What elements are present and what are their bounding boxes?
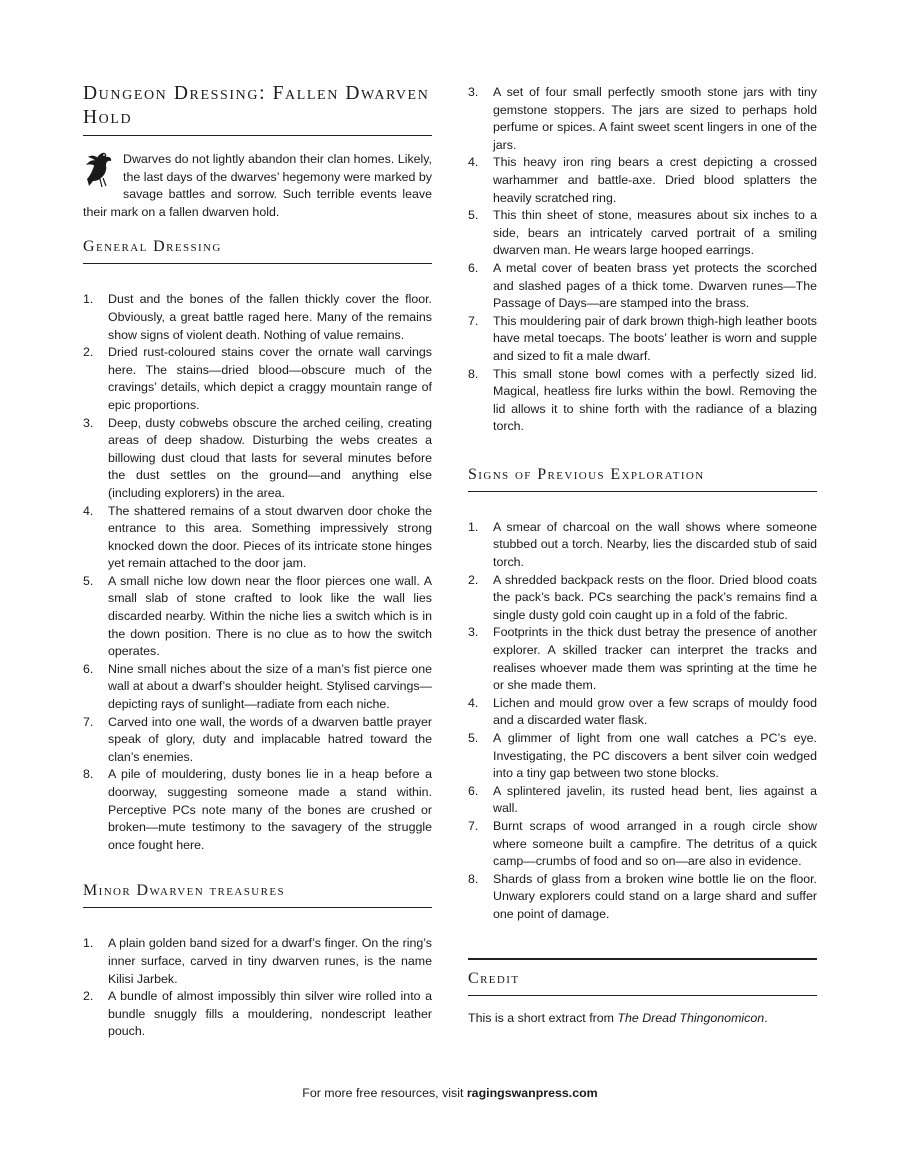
footer bbox=[0, 1086, 900, 1100]
list-item-text: A splintered javelin, its rusted head bent, lies against a wall. bbox=[493, 783, 817, 816]
list-item-text: A smear of charcoal on the wall shows where someone stubbed out a torch. Nearby, lies the discarded stub of said torch. bbox=[493, 519, 817, 570]
list-item-text: A small niche low down near the floor pierces one wall. A small slab of stone crafted to look like the wall lies discarded nearby. Within the niche lies a switch which is in the down position. There is no clue as to how the switch operates. bbox=[108, 573, 432, 659]
list-item-number: 7. bbox=[83, 714, 94, 729]
left-column bbox=[83, 80, 432, 1041]
list-item-number: 3. bbox=[83, 415, 94, 430]
list-item-text: A shredded backpack rests on the floor. Dried blood coats the pack’s back. PCs searching the pack’s remains find a single dusty gold coin caught up in a fold of the fabric. bbox=[493, 572, 817, 622]
list-item-text: A pile of mouldering, dusty bones lie in a heap before a doorway, suggesting someone made a stand within. Perceptive PCs note many of the bones are crushed or broken—mute testimony to the savagery of the struggle once fought here. bbox=[108, 767, 432, 852]
list-item-text: This thin sheet of stone, measures about six inches to a side, bears an intricately carved portrait of a smiling dwarven man. He wears large hooped earrings. bbox=[493, 208, 817, 258]
list-item-text: A bundle of almost impossibly thin silver wire rolled into a bundle snuggly fills a mouldering, nondescript leather pouch. bbox=[108, 989, 432, 1039]
list-item bbox=[83, 935, 432, 988]
list-item-number: 7. bbox=[468, 818, 479, 833]
page-title: Dungeon Dressing: Fallen Dwarven Hold bbox=[83, 82, 432, 136]
signs-exploration-heading: Signs of Previous Exploration bbox=[468, 464, 817, 492]
raven-icon bbox=[83, 149, 117, 189]
list-item-text: This mouldering pair of dark brown thigh-high leather boots have metal toecaps. The boots’ leather is worn and supple and sized to fit a male dwarf. bbox=[493, 313, 817, 363]
list-item-text: This heavy iron ring bears a crest depicting a crossed warhammer and battle-axe. Dried blood splatters the heavily scratched ring. bbox=[493, 155, 817, 205]
minor-treasures-list-continued bbox=[468, 84, 817, 436]
list-item-number: 3. bbox=[468, 625, 479, 640]
list-item-number: 1. bbox=[83, 936, 94, 951]
list-item bbox=[83, 661, 432, 714]
list-item-text: Footprints in the thick dust betray the presence of another explorer. A skilled tracker can interpret the tracks and realises whoever made them was sprinting at the time he or she made them. bbox=[493, 625, 817, 693]
list-item-number: 2. bbox=[83, 345, 94, 360]
list-item bbox=[83, 344, 432, 414]
list-item-number: 2. bbox=[468, 572, 479, 587]
footer-text: For more free resources, visit bbox=[302, 1086, 467, 1100]
list-item-number: 7. bbox=[468, 313, 479, 328]
list-item-number: 5. bbox=[83, 573, 94, 588]
list-item-number: 2. bbox=[83, 989, 94, 1004]
credit-book-title: The Dread Thingonomicon bbox=[617, 1010, 765, 1025]
list-item-text: Dust and the bones of the fallen thickly cover the floor. Obviously, a great battle raged here. Many of the remains show signs of violent death. Nothing of value remains. bbox=[108, 292, 432, 342]
list-item bbox=[468, 260, 817, 313]
list-item bbox=[83, 415, 432, 503]
list-item-number: 5. bbox=[468, 731, 479, 745]
credit-paragraph bbox=[468, 1010, 817, 1028]
list-item-number: 4. bbox=[468, 155, 479, 170]
list-item bbox=[83, 714, 432, 767]
list-item-text: Burnt scraps of wood arranged in a rough circle show where someone built a campfire. The detritus of a quick camp—crumbs of food and so on—are also in evidence. bbox=[493, 818, 817, 869]
intro-text: Dwarves do not lightly abandon their clan homes. Likely, the last days of the dwarves’ hegemony were marked by savage battles and sorrow. Such terrible events leave their mark on a fallen dwarven hold. bbox=[83, 152, 432, 219]
list-item-number: 6. bbox=[468, 783, 479, 798]
list-item bbox=[83, 573, 432, 661]
list-item-text: A plain golden band sized for a dwarf’s finger. On the ring’s inner surface, carved in tiny dwarven runes, is the name Kilisi Jarbek. bbox=[108, 936, 432, 986]
minor-treasures-list bbox=[83, 935, 432, 1041]
list-item bbox=[83, 503, 432, 573]
list-item-number: 8. bbox=[468, 366, 479, 381]
general-dressing-heading: General Dressing bbox=[83, 236, 432, 264]
list-item-number: 4. bbox=[83, 503, 94, 518]
list-item-number: 6. bbox=[83, 661, 94, 676]
list-item bbox=[83, 766, 432, 854]
credit-period: . bbox=[764, 1010, 768, 1025]
list-item bbox=[468, 695, 817, 730]
general-dressing-list bbox=[83, 291, 432, 854]
credit-divider bbox=[468, 958, 817, 960]
list-item bbox=[468, 313, 817, 366]
list-item bbox=[83, 988, 432, 1041]
list-item bbox=[468, 84, 817, 154]
list-item-text: Lichen and mould grow over a few scraps of mouldy food and a discarded water flask. bbox=[493, 695, 817, 728]
list-item bbox=[468, 624, 817, 694]
credit-text: This is a short extract from bbox=[468, 1010, 618, 1025]
list-item-text: Carved into one wall, the words of a dwarven battle prayer speak of glory, duty and implacable hatred toward the clan’s enemies. bbox=[108, 714, 432, 764]
minor-treasures-heading: Minor Dwarven treasures bbox=[83, 880, 432, 908]
list-item bbox=[468, 818, 817, 871]
list-item bbox=[468, 871, 817, 924]
list-item bbox=[468, 519, 817, 572]
list-item bbox=[468, 154, 817, 207]
list-item-text: Shards of glass from a broken wine bottle lie on the floor. Unwary explorers could stand on a large shard and suffer one point of damage. bbox=[493, 871, 817, 921]
list-item bbox=[468, 572, 817, 625]
list-item-number: 4. bbox=[468, 695, 479, 710]
list-item bbox=[468, 207, 817, 260]
list-item-text: The shattered remains of a stout dwarven door choke the entrance to this area. Something impressively strong knocked down the door. Pieces of its intricate stone hinges yet remain attached to the door jam. bbox=[108, 503, 432, 571]
signs-exploration-list bbox=[468, 519, 817, 924]
list-item-text: Nine small niches about the size of a man’s fist pierce one wall at about a dwarf’s shoulder height. Stylised carvings—depicting rays of sunlight—radiate from each niche. bbox=[108, 661, 432, 712]
footer-link[interactable]: ragingswanpress.com bbox=[466, 1086, 598, 1100]
list-item-number: 1. bbox=[468, 519, 479, 534]
list-item-text: A glimmer of light from one wall catches a PC’s eye. Investigating, the PC discovers a bent silver coin wedged into a tiny gap between two stone blocks. bbox=[493, 731, 817, 781]
list-item bbox=[83, 291, 432, 344]
list-item-number: 6. bbox=[468, 260, 479, 275]
list-item-text: A set of four small perfectly smooth stone jars with tiny gemstone stoppers. The jars are sized to perhaps hold perfume or spices. A faint sweet scent lingers in one of the jars. bbox=[493, 85, 817, 152]
list-item-text: A metal cover of beaten brass yet protects the scorched and slashed pages of a thick tome. Dwarven runes—The Passage of Days—are stamped into the brass. bbox=[493, 260, 817, 311]
list-item-text: This small stone bowl comes with a perfectly sized lid. Magical, heatless fire lurks within the bowl. Removing the lid allows it to shine forth with the radiance of a blazing torch. bbox=[493, 366, 817, 434]
list-item bbox=[468, 730, 817, 783]
list-item bbox=[468, 783, 817, 818]
list-item-text: Dried rust-coloured stains cover the ornate wall carvings here. The stains—dried blood—obscure much of the cravings’ details, which depict a craggy mountain range of epic proportions. bbox=[108, 345, 432, 412]
list-item-text: Deep, dusty cobwebs obscure the arched ceiling, creating areas of deep shadow. Disturbing the webs creates a billowing dust cloud that lasts for several minutes before the dust settles on the ground—and anything else (including explorers) in the area. bbox=[108, 415, 432, 500]
list-item-number: 3. bbox=[468, 85, 479, 99]
intro-paragraph bbox=[83, 151, 432, 221]
list-item-number: 1. bbox=[83, 292, 94, 307]
list-item-number: 5. bbox=[468, 208, 479, 223]
list-item-number: 8. bbox=[83, 767, 94, 782]
list-item bbox=[468, 366, 817, 436]
right-column bbox=[468, 80, 817, 1027]
list-item-number: 8. bbox=[468, 871, 479, 886]
credit-heading: Credit bbox=[468, 968, 817, 996]
